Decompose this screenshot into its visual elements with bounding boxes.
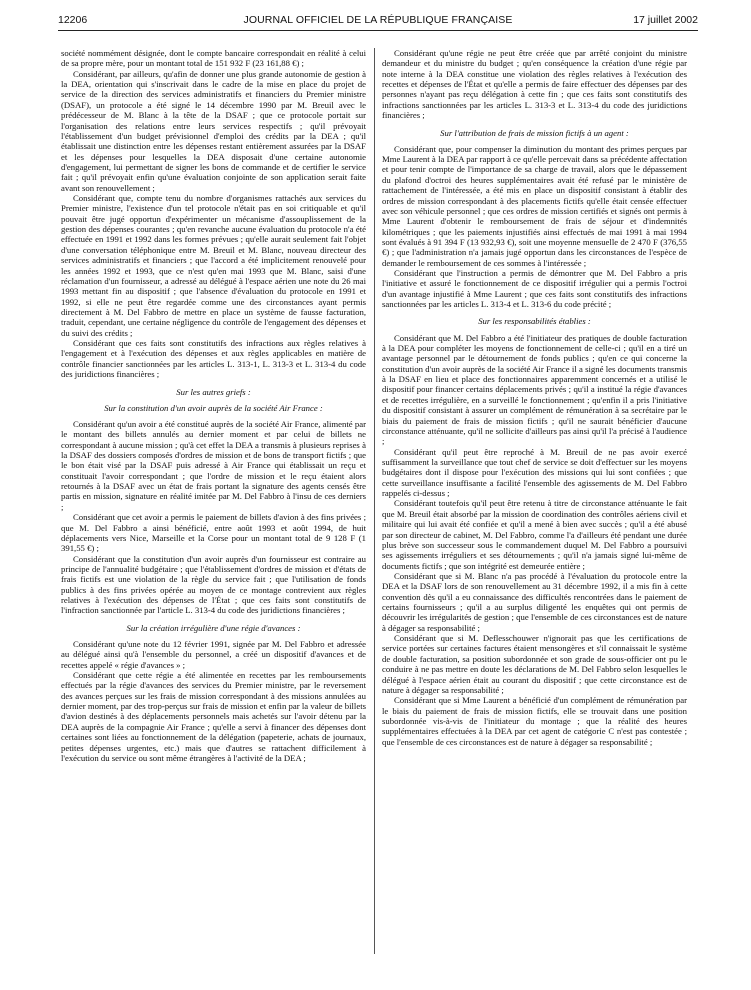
paragraph: Considérant, par ailleurs, qu'afin de donner une plus grande autonomie de gestion à la DEA, orientation qui s'inscrivait dans le cadre de la mise en place du projet de service de la direction des services administratifs et financiers du Premier ministre (DSAF), un protocole a été signé le 14 décembre 1990 par M. Breuil avec le prédécesseur de M. Blanc à la tête de la DSAF ; que ce protocole portait sur l'organisation des relations entre leurs services respectifs ; qu'il prévoyait l'établissement d'un budget prévisionnel d'emploi des crédits par la DEA ; qu'il établissait une distinction entre les dépenses restant entièrement assurées par la DSAF et les dépenses pour lesquelles la DEA disposait d'une certaine autonomie d'engagement, lui permettant de signer les bons de commande et de certifier le service fait ; qu'il prévoyait enfin qu'une évaluation conjointe de son application serait faite avant son renouvellement ; [61, 68, 366, 193]
paragraph: Considérant que cette régie a été alimentée en recettes par les remboursements effectués par la régie d'avances des services du Premier ministre, par le reversement des avances perçues sur les frais de mission correspondant à des missions annulées au dernier moment, par des trop-perçus sur frais de mission et enfin par la valeur de billets d'avion destinés à des déplacements personnels mais achetés sur l'avoir détenu par la DEA auprès de la compagnie Air France ; qu'elle a servi à financer des dépenses dont certaines sont liées au fonctionnement de la délégation (papeterie, achats de journaux, petites dépenses urgentes, etc.) mais que d'autres se rattachent difficilement à l'exécution du service ou sont même étrangères à l'activité de la DEA ; [61, 670, 366, 763]
section-heading: Sur l'attribution de frais de mission fictifs à un agent : [440, 127, 629, 138]
right-column [382, 48, 687, 747]
page-header [58, 14, 698, 30]
header-rule [58, 30, 698, 31]
publication-date: 17 juillet 2002 [633, 14, 698, 26]
left-column [61, 48, 366, 763]
paragraph: Considérant qu'une note du 12 février 1991, signée par M. Del Fabbro et adressée au délégué ainsi qu'à l'ensemble du personnel, a créé un dispositif d'avances et de recettes appelé « régie d'avances » ; [61, 638, 366, 670]
paragraph: Considérant que M. Del Fabbro a été l'initiateur des pratiques de double facturation à la DEA pour compléter les moyens de fonctionnement de celle-ci ; qu'il en a tiré un avantage personnel par le détournement de fonds publics ; qu'en ce qui concerne la constitution d'un avoir auprès de la société Air France il a signé les documents transmis à la DSAF en lieu et place des fonctionnaires apparemment concernés et a utilisé le dispositif pour financer certains déplacements privés ; qu'il a institué la régie d'avances et de recettes irrégulière, en a surveillé le fonctionnement ; qu'enfin il a pris l'initiative du dispositif consistant à assurer un complément de rémunération à sa secrétaire par le biais du paiement de frais de mission fictifs ; qu'il ne saurait bénéficier d'aucune circonstance atténuante, qu'il ne sollicite d'ailleurs pas ainsi qu'il l'a précisé à l'audience ; [382, 332, 687, 447]
paragraph: Considérant que si M. Deflesschouwer n'ignorait pas que les certifications de service portées sur certaines factures étaient mensongères et s'il connaissait le système de double facturation, sa position subordonnée et son grade de sous-officier ont pu le conduire à ne pas mettre en doute les déclarations de M. Del Fabbro selon lesquelles le délégué à l'espace aérien était au courant du dispositif ; que cette circonstance est de nature à dégager sa responsabilité ; [382, 633, 687, 695]
paragraph: Considérant que la constitution d'un avoir auprès d'un fournisseur est contraire au principe de l'annualité budgétaire ; que l'établissement d'ordres de mission et d'états de frais fictifs est une violation de la règle du service fait ; que l'utilisation de fonds publics à des fins privées opérée au moyen de ce montage contrevient aux règles relatives à l'exécution des dépenses de l'État ; que ces faits sont constitutifs de l'infraction sanctionnée par l'article L. 313-4 du code des juridictions financières ; [61, 553, 366, 616]
paragraph: Considérant qu'un avoir a été constitué auprès de la société Air France, alimenté par le montant des billets annulés au dernier moment et par celui de billets ne correspondant à aucune mission ; qu'à cet effet la DEA a transmis à plusieurs reprises à la DSAF des dossiers composés d'ordres de mission et de bons de transport fictifs ; que le bon était visé par la DSAF puis adressé à Air France qui établissait un reçu et constituait l'avoir correspondant ; que l'ordre de mission et le reçu étaient alors retournés à la DSAF avec un état de frais portant la signature des agents censés être partis en mission, signature en réalité imitée par M. Del Fabbro à l'insu de ces derniers ; [61, 418, 366, 512]
column-divider [374, 48, 375, 954]
paragraph: Considérant que ces faits sont constitutifs des infractions aux règles relatives à l'engagement et à l'exécution des dépenses et aux règles applicables en matière de contrôle financier sanctionnées par les articles L. 313-1, L. 313-3 et L. 313-4 du code des juridictions financières ; [61, 338, 366, 380]
paragraph: Considérant toutefois qu'il peut être retenu à titre de circonstance atténuante le fait que M. Breuil était absorbé par la mission de coordination des contrôles aériens civil et militaire qui lui avait été confiée et qu'il a mené à bien avec succès ; qu'il a été abusé par son directeur de cabinet, M. Del Fabbro, comme l'a d'ailleurs été pendant une durée plus brève son successeur sous le commandement duquel M. Del Fabbro a poursuivi ses agissements irréguliers et ses détournements ; qu'il n'a jamais signé lui-même de documents fictifs ; que son intégrité est demeurée entière ; [382, 498, 687, 571]
paragraph: Considérant que, pour compenser la diminution du montant des primes perçues par Mme Laurent à la DEA par rapport à ce qu'elle percevait dans sa précédente affectation et pour tenir compte de l'importance de sa charge de travail, alors que le dépassement du plafond d'octroi des heures supplémentaires avait été refusé par le ministère de rattachement de l'intéressée, a été mis en place un dispositif consistant à établir des ordres de mission correspondant à des placements fictifs qu'elle était censée effectuer avec son véhicule personnel ; que ces ordres de mission certifiés et signés ont permis à Mme Laurent d'obtenir le remboursement de frais de séjour et d'indemnités kilométriques ; que les paiements injustifiés ainsi effectués de mai 1991 à mai 1994 sont évalués à 91 394 F (13 932,93 €), soit une moyenne mensuelle de 2 470 F (376,55 €) ; que l'administration n'a jamais jugé opportun dans les circonstances de l'espèce de demander le remboursement de ces sommes à l'intéressée ; [382, 143, 687, 268]
section-heading: Sur les responsabilités établies : [478, 316, 591, 327]
paragraph: Considérant qu'il peut être reproché à M. Breuil de ne pas avoir exercé suffisamment la surveillance que tout chef de service se doit d'effectuer sur les moyens budgétaires dont il dispose pour l'exécution des missions qui lui sont confiées ; que cette surveillance insuffisante a facilité l'ensemble des agissements de M. Del Fabbro rappelés ci-dessus ; [382, 446, 687, 499]
section-heading: Sur les autres griefs : [176, 386, 251, 397]
paragraph: Considérant que si M. Blanc n'a pas procédé à l'évaluation du protocole entre la DEA et la DSAF lors de son renouvellement au 31 décembre 1992, il a mis fin à cette convention dès qu'il a eu connaissance des difficultés rencontrées dans le paiement de certains fournisseurs ; qu'il a au surplus diligenté les enquêtes qui ont permis de découvrir les irrégularités de gestion ; que l'ensemble de ces circonstances est de nature à dégager sa responsabilité ; [382, 570, 687, 633]
paragraph: Considérant que, compte tenu du nombre d'organismes rattachés aux services du Premier ministre, l'existence d'un tel protocole n'était pas en soi critiquable et qu'il pouvait être jugé opportun d'expérimenter un mécanisme d'assouplissement de la gestion des dépenses courantes ; qu'en revanche aucune évaluation du protocole n'a été effectuée en 1991 et 1992 dans les formes prévues ; qu'elle aurait seulement fait l'objet d'une conversation téléphonique entre M. Breuil et M. Blanc, nouveau directeur des services administratifs et financiers ; que l'accord a été implicitement renouvelé pour les années 1992 et 1993, que ce n'est qu'en mai 1993 que M. Blanc, saisi d'une réclamation d'un fournisseur, a adressé au délégué à l'espace aérien une note du 26 mai 1993 mettant fin au dispositif ; que l'absence d'évaluation du protocole en 1991 et 1992, si elle ne peut être regardée comme une des circonstances ayant permis directement à M. Del Fabbro de mettre en place un système de fausse facturation, traduit, cependant, une certaine négligence du contrôle de l'engagement des dépenses et du suivi des crédits ; [61, 193, 366, 338]
paragraph: Considérant qu'une régie ne peut être créée que par arrêté conjoint du ministre demandeur et du ministre du budget ; qu'en conséquence la création d'une régie par note interne à la DEA constitue une violation des règles relatives à l'exécution des recettes et dépenses de l'État et qu'elle a permis de faire effectuer des dépenses par des personnes n'ayant pas reçu délégation à cette fin ; que ces faits sont constitutifs des infractions sanctionnées par les articles L. 313-3 et L. 313-4 du code des juridictions financières ; [382, 48, 687, 121]
paragraph: Considérant que l'instruction a permis de démontrer que M. Del Fabbro a pris l'initiative et assuré le fonctionnement de ce dispositif irrégulier qui a permis l'octroi d'un avantage injustifié à Mme Laurent ; que ces faits sont constitutifs des infractions sanctionnées par les articles L. 313-4 et L. 313-6 du code précité ; [382, 268, 687, 310]
paragraph: société nommément désignée, dont le compte bancaire correspondait en réalité à celui de sa propre mère, pour un montant total de 151 932 F (23 161,88 €) ; [61, 48, 366, 69]
section-heading: Sur la création irrégulière d'une régie d'avances : [126, 622, 301, 633]
paragraph: Considérant que si Mme Laurent a bénéficié d'un complément de rémunération par le biais du paiement de frais de mission fictifs, elle se trouvait dans une position subordonnée vis-à-vis de l'initiateur du montage ; que la réalité des heures supplémentaires effectuées à la DEA par cet agent de catégorie C n'est pas contestée ; que l'ensemble de ces circonstances est de nature à dégager sa responsabilité ; [382, 695, 687, 747]
page-number: 12206 [58, 14, 88, 26]
subsection-heading: Sur la constitution d'un avoir auprès de la société Air France : [104, 402, 323, 413]
paragraph: Considérant que cet avoir a permis le paiement de billets d'avion à des fins privées ; que M. Del Fabbro a ainsi bénéficié, entre août 1993 et août 1994, de huit déplacements vers Nice, Marseille et la Corse pour un montant total de 9 128 F (1 391,55 €) ; [61, 512, 366, 554]
journal-title: JOURNAL OFFICIEL DE LA RÉPUBLIQUE FRANÇAISE [243, 14, 513, 26]
